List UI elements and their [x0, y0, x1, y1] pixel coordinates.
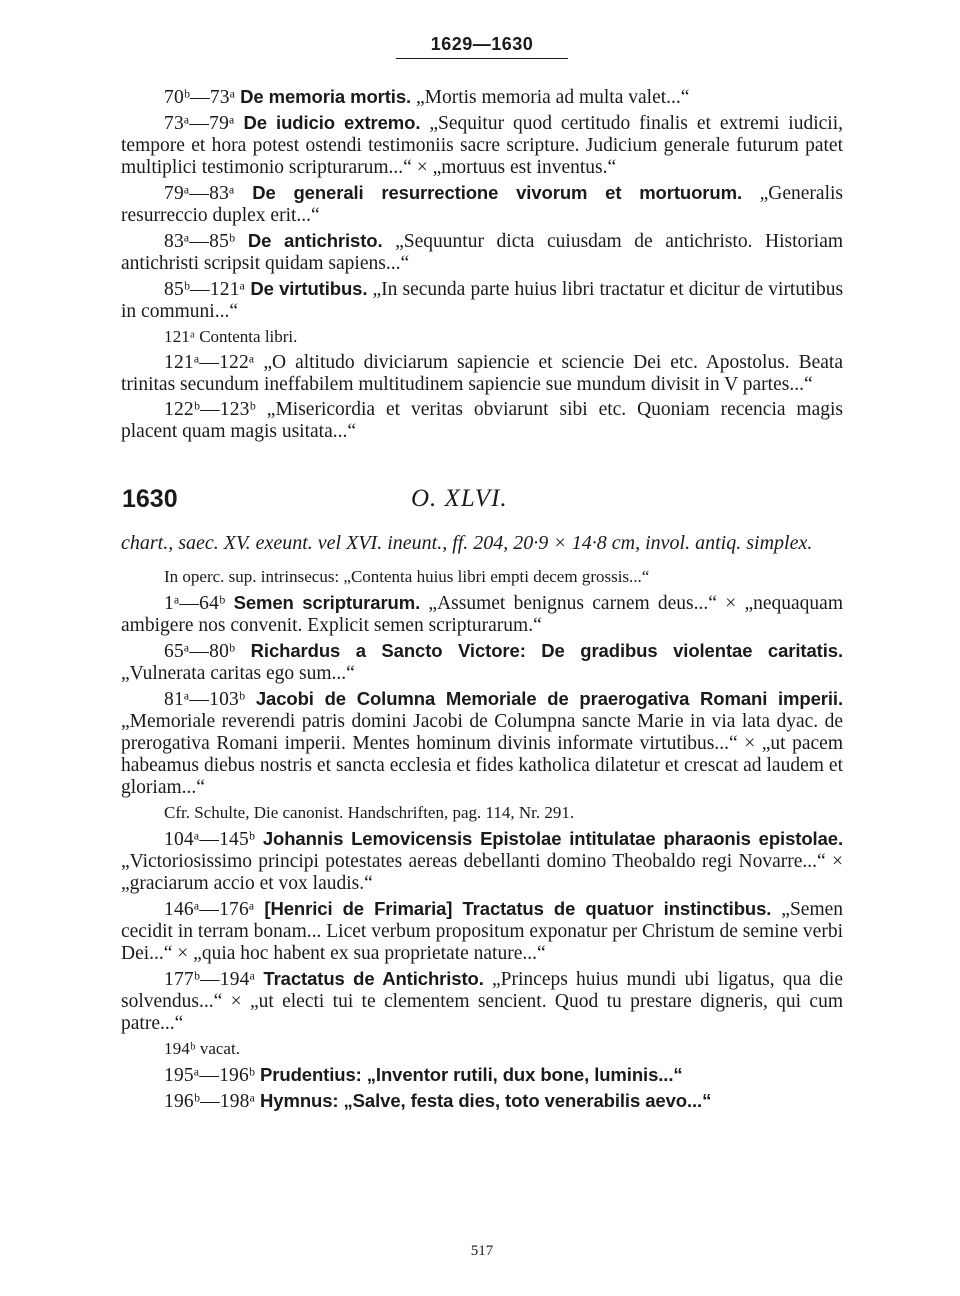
- entry-text: „Generalis resurreccio duplex erit...“: [121, 183, 843, 226]
- entry-text: „Memoriale reverendi patris domini Jacobi de Columpna sancte Marie in via lata dyac. de prerogativa Romani imperii. Mentes hominum divinis informate virtutibus...“ × „ut pacem habeamus diebus nostris et sancta ecclesia et fides katholica dilatetur et crescat ad laudem et gloriam...“: [121, 711, 843, 798]
- entry-text: „O altitudo diviciarum sapiencie et sciencie Dei etc. Apostolus. Beata trinitas secundum ineffabilem multitudinem sapiencie sue mundum divisit in V partes...“: [121, 352, 843, 395]
- folio-ref: 194ᵇ: [164, 1039, 196, 1058]
- entry-title: Johannis Lemovicensis Epistolae intitulatae pharaonis epistolae.: [262, 828, 844, 849]
- entry-title: De antichristo.: [247, 230, 383, 251]
- entry-title: [Henrici de Frimaria] Tractatus de quatuor instinctibus.: [264, 898, 772, 919]
- entry-text: „Victoriosissimo principi potestates aereas debellanti domino Theobaldo regi Novarre...“ × „graciarum accio et vox laudis.“: [121, 851, 843, 894]
- entry-text: „Assumet benignus carnem deus...“ × „nequaquam ambigere nos convenit. Explicit semen scripturarum.“: [121, 593, 843, 636]
- folio-ref: 121ᵃ: [164, 327, 195, 346]
- running-header: 1629—1630: [430, 34, 534, 54]
- entry-title: Jacobi de Columna Memoriale de praerogativa Romani imperii.: [255, 688, 843, 709]
- folio-ref: 177ᵇ—194ᵃ: [164, 969, 256, 990]
- catalog-entry: [121, 352, 843, 396]
- catalog-entry: [121, 828, 843, 895]
- entry-title: Hymnus: „Salve, festa dies, toto venerabilis aevo...“: [260, 1090, 712, 1111]
- folio-ref: 196ᵇ—198ᵃ: [164, 1091, 256, 1112]
- page-content: [121, 86, 843, 1116]
- catalog-entry: [121, 278, 843, 323]
- catalog-entry: [121, 566, 843, 588]
- catalog-entry: [121, 592, 843, 637]
- catalog-entry: [121, 112, 843, 179]
- folio-ref: 79ᵃ—83ᵃ: [164, 183, 235, 204]
- catalog-entry: [121, 688, 843, 799]
- manuscript-description: chart., saec. XV. exeunt. vel XVI. ineunt., ff. 204, 20·9 × 14·8 cm, invol. antiq. simplex.: [121, 532, 813, 554]
- entry-text: „Sequitur quod certitudo finalis et extremi iudicii, tempore et hora potest ostendi testimoniis sacre scripture. Judicium generale futurum patet multiplici testimonio scripturarum...“ × „mortuus est inventus.“: [121, 113, 844, 178]
- entry-title: Tractatus de Antichristo.: [263, 968, 484, 989]
- catalog-entry: [121, 1064, 843, 1087]
- entry-title: Richardus a Sancto Victore: De gradibus violentae caritatis.: [250, 640, 843, 661]
- section-signature: O. XLVI.: [411, 485, 508, 512]
- catalog-entry: [121, 326, 843, 348]
- entry-title: De memoria mortis.: [240, 86, 412, 107]
- folio-ref: 1ᵃ—64ᵇ: [164, 593, 226, 614]
- entry-text: Contenta libri.: [199, 327, 298, 346]
- folio-ref: 81ᵃ—103ᵇ: [164, 689, 246, 710]
- catalog-entry: [121, 968, 843, 1035]
- entry-text: „In secunda parte huius libri tractatur et dicitur de virtutibus in communi...“: [121, 279, 844, 322]
- folio-ref: 195ᵃ—196ᵇ: [164, 1065, 256, 1086]
- catalog-entry: [121, 230, 843, 275]
- folio-ref: 65ᵃ—80ᵇ: [164, 641, 236, 662]
- catalog-entry: [121, 640, 843, 685]
- folio-ref: 85ᵇ—121ᵃ: [164, 279, 246, 300]
- page-number: 517: [470, 1243, 494, 1259]
- entry-title: De generali resurrectione vivorum et mortuorum.: [252, 182, 742, 203]
- entry-text: „Vulnerata caritas ego sum...“: [121, 663, 355, 684]
- catalog-entry: [121, 182, 843, 227]
- header-rule: [396, 58, 568, 59]
- catalog-entry: [121, 1090, 843, 1113]
- entries-1629: [121, 86, 843, 443]
- entry-text: In operc. sup. intrinsecus: „Contenta huius libri empti decem grossis...“: [164, 567, 650, 586]
- entry-title: Semen scripturarum.: [233, 592, 421, 613]
- folio-ref: 73ᵃ—79ᵃ: [164, 113, 235, 134]
- catalog-entry: [121, 86, 843, 109]
- entry-text: vacat.: [199, 1039, 240, 1058]
- entry-title: Prudentius: „Inventor rutili, dux bone, luminis...“: [260, 1064, 683, 1085]
- folio-ref: 104ᵃ—145ᵇ: [164, 829, 256, 850]
- section-number: 1630: [122, 485, 178, 513]
- folio-ref: 146ᵃ—176ᵃ: [164, 899, 255, 920]
- folio-ref: 83ᵃ—85ᵇ: [164, 231, 236, 252]
- entries-1630: [121, 566, 843, 1113]
- catalog-entry: [121, 802, 843, 824]
- catalog-entry: [121, 399, 843, 443]
- entry-text: „Princeps huius mundi ubi ligatus, qua die solvendus...“ × „ut electi tui te clementem sencient. Quod tu prestare digneris, qui cum patre...“: [121, 969, 843, 1034]
- folio-ref: 121ᵃ—122ᵃ: [164, 352, 255, 373]
- folio-ref: 70ᵇ—73ᵃ: [164, 87, 236, 108]
- entry-text: „Semen cecidit in terram bonam... Licet verbum propositum exponatur per Christum de semine verbi Dei...“ × „quia hoc habent ex sua proprietate nature...“: [121, 899, 844, 964]
- entry-title: De virtutibus.: [250, 278, 368, 299]
- entry-text: „Sequuntur dicta cuiusdam de antichristo. Historiam antichristi scripsit quidam sapiens...“: [121, 231, 844, 274]
- entry-text: „Misericordia et veritas obviarunt sibi etc. Quoniam recencia magis placent quam magis usitata...“: [121, 399, 843, 442]
- entry-title: De iudicio extremo.: [243, 112, 421, 133]
- section-heading: [121, 485, 843, 519]
- catalog-entry: [121, 898, 843, 965]
- entry-text: „Mortis memoria ad multa valet...“: [415, 87, 690, 108]
- entry-text: Cfr. Schulte, Die canonist. Handschriften, pag. 114, Nr. 291.: [164, 803, 575, 822]
- catalog-entry: [121, 1038, 843, 1060]
- folio-ref: 122ᵇ—123ᵇ: [164, 399, 256, 420]
